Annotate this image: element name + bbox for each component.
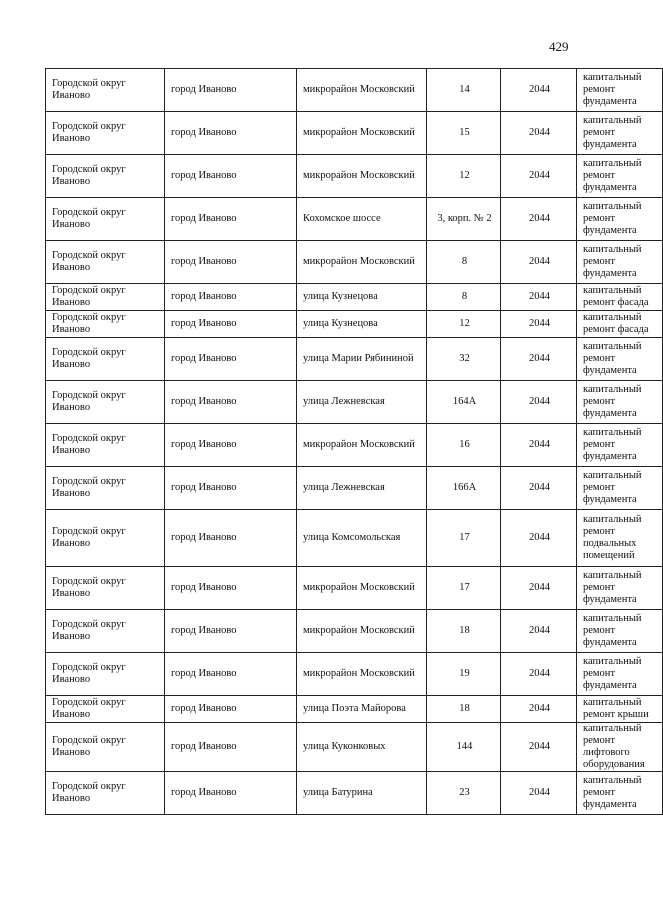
street-cell: улица Марии Рябининой bbox=[297, 338, 427, 381]
street-cell: Кохомское шоссе bbox=[297, 198, 427, 241]
city-cell: город Иваново bbox=[165, 112, 297, 155]
city-cell: город Иваново bbox=[165, 284, 297, 311]
street-cell: микрорайон Московский bbox=[297, 69, 427, 112]
district-cell: Городской округ Иваново bbox=[46, 338, 165, 381]
street-cell: микрорайон Московский bbox=[297, 424, 427, 467]
city-cell: город Иваново bbox=[165, 467, 297, 510]
house-number-cell: 18 bbox=[427, 610, 501, 653]
house-number-cell: 17 bbox=[427, 567, 501, 610]
year-cell: 2044 bbox=[501, 284, 577, 311]
work-type-cell: капитальный ремонт фундамента bbox=[577, 772, 663, 815]
work-type-cell: капитальный ремонт фундамента bbox=[577, 424, 663, 467]
street-cell: улица Кузнецова bbox=[297, 284, 427, 311]
house-number-cell: 17 bbox=[427, 510, 501, 567]
table-row bbox=[46, 723, 663, 772]
street-cell: улица Лежневская bbox=[297, 381, 427, 424]
table-row bbox=[46, 112, 663, 155]
work-type-cell: капитальный ремонт подвальных помещений bbox=[577, 510, 663, 567]
house-number-cell: 15 bbox=[427, 112, 501, 155]
house-number-cell: 3, корп. № 2 bbox=[427, 198, 501, 241]
table-row bbox=[46, 381, 663, 424]
work-type-cell: капитальный ремонт фундамента bbox=[577, 155, 663, 198]
house-number-cell: 16 bbox=[427, 424, 501, 467]
year-cell: 2044 bbox=[501, 69, 577, 112]
city-cell: город Иваново bbox=[165, 610, 297, 653]
table-row bbox=[46, 284, 663, 311]
city-cell: город Иваново bbox=[165, 567, 297, 610]
house-number-cell: 12 bbox=[427, 155, 501, 198]
district-cell: Городской округ Иваново bbox=[46, 381, 165, 424]
street-cell: улица Кузнецова bbox=[297, 311, 427, 338]
table-row bbox=[46, 424, 663, 467]
year-cell: 2044 bbox=[501, 723, 577, 772]
year-cell: 2044 bbox=[501, 567, 577, 610]
year-cell: 2044 bbox=[501, 198, 577, 241]
work-type-cell: капитальный ремонт фундамента bbox=[577, 338, 663, 381]
table-row bbox=[46, 772, 663, 815]
year-cell: 2044 bbox=[501, 241, 577, 284]
street-cell: микрорайон Московский bbox=[297, 653, 427, 696]
district-cell: Городской округ Иваново bbox=[46, 696, 165, 723]
work-type-cell: капитальный ремонт фундамента bbox=[577, 381, 663, 424]
work-type-cell: капитальный ремонт лифтового оборудования bbox=[577, 723, 663, 772]
year-cell: 2044 bbox=[501, 696, 577, 723]
year-cell: 2044 bbox=[501, 510, 577, 567]
table-row bbox=[46, 69, 663, 112]
city-cell: город Иваново bbox=[165, 772, 297, 815]
table-row bbox=[46, 696, 663, 723]
street-cell: улица Комсомольская bbox=[297, 510, 427, 567]
house-number-cell: 8 bbox=[427, 241, 501, 284]
city-cell: город Иваново bbox=[165, 381, 297, 424]
table-row bbox=[46, 311, 663, 338]
table-row bbox=[46, 155, 663, 198]
city-cell: город Иваново bbox=[165, 155, 297, 198]
work-type-cell: капитальный ремонт фундамента bbox=[577, 241, 663, 284]
work-type-cell: капитальный ремонт крыши bbox=[577, 696, 663, 723]
work-type-cell: капитальный ремонт фундамента bbox=[577, 467, 663, 510]
city-cell: город Иваново bbox=[165, 424, 297, 467]
city-cell: город Иваново bbox=[165, 69, 297, 112]
table-row bbox=[46, 510, 663, 567]
table-row bbox=[46, 653, 663, 696]
page-number: 429 bbox=[549, 39, 569, 54]
house-number-cell: 144 bbox=[427, 723, 501, 772]
street-cell: микрорайон Московский bbox=[297, 610, 427, 653]
district-cell: Городской округ Иваново bbox=[46, 510, 165, 567]
year-cell: 2044 bbox=[501, 311, 577, 338]
work-type-cell: капитальный ремонт фундамента bbox=[577, 69, 663, 112]
city-cell: город Иваново bbox=[165, 653, 297, 696]
work-type-cell: капитальный ремонт фундамента bbox=[577, 610, 663, 653]
city-cell: город Иваново bbox=[165, 311, 297, 338]
street-cell: микрорайон Московский bbox=[297, 567, 427, 610]
year-cell: 2044 bbox=[501, 381, 577, 424]
district-cell: Городской округ Иваново bbox=[46, 155, 165, 198]
district-cell: Городской округ Иваново bbox=[46, 653, 165, 696]
district-cell: Городской округ Иваново bbox=[46, 284, 165, 311]
house-number-cell: 164А bbox=[427, 381, 501, 424]
table-row bbox=[46, 241, 663, 284]
district-cell: Городской округ Иваново bbox=[46, 69, 165, 112]
year-cell: 2044 bbox=[501, 610, 577, 653]
city-cell: город Иваново bbox=[165, 198, 297, 241]
house-number-cell: 12 bbox=[427, 311, 501, 338]
table-row bbox=[46, 467, 663, 510]
street-cell: микрорайон Московский bbox=[297, 241, 427, 284]
street-cell: улица Лежневская bbox=[297, 467, 427, 510]
work-type-cell: капитальный ремонт фундамента bbox=[577, 567, 663, 610]
year-cell: 2044 bbox=[501, 112, 577, 155]
year-cell: 2044 bbox=[501, 772, 577, 815]
table-body bbox=[46, 69, 663, 815]
district-cell: Городской округ Иваново bbox=[46, 311, 165, 338]
district-cell: Городской округ Иваново bbox=[46, 467, 165, 510]
city-cell: город Иваново bbox=[165, 338, 297, 381]
table-row bbox=[46, 338, 663, 381]
house-number-cell: 8 bbox=[427, 284, 501, 311]
district-cell: Городской округ Иваново bbox=[46, 723, 165, 772]
work-type-cell: капитальный ремонт фундамента bbox=[577, 653, 663, 696]
year-cell: 2044 bbox=[501, 424, 577, 467]
street-cell: улица Батурина bbox=[297, 772, 427, 815]
city-cell: город Иваново bbox=[165, 241, 297, 284]
street-cell: микрорайон Московский bbox=[297, 112, 427, 155]
year-cell: 2044 bbox=[501, 155, 577, 198]
house-number-cell: 166А bbox=[427, 467, 501, 510]
year-cell: 2044 bbox=[501, 653, 577, 696]
work-type-cell: капитальный ремонт фундамента bbox=[577, 112, 663, 155]
district-cell: Городской округ Иваново bbox=[46, 424, 165, 467]
street-cell: улица Поэта Майорова bbox=[297, 696, 427, 723]
city-cell: город Иваново bbox=[165, 723, 297, 772]
work-type-cell: капитальный ремонт фасада bbox=[577, 311, 663, 338]
house-number-cell: 19 bbox=[427, 653, 501, 696]
table-row bbox=[46, 610, 663, 653]
city-cell: город Иваново bbox=[165, 510, 297, 567]
house-number-cell: 18 bbox=[427, 696, 501, 723]
repair-schedule-table bbox=[45, 68, 663, 815]
house-number-cell: 14 bbox=[427, 69, 501, 112]
street-cell: микрорайон Московский bbox=[297, 155, 427, 198]
house-number-cell: 32 bbox=[427, 338, 501, 381]
city-cell: город Иваново bbox=[165, 696, 297, 723]
district-cell: Городской округ Иваново bbox=[46, 567, 165, 610]
year-cell: 2044 bbox=[501, 467, 577, 510]
district-cell: Городской округ Иваново bbox=[46, 772, 165, 815]
district-cell: Городской округ Иваново bbox=[46, 198, 165, 241]
district-cell: Городской округ Иваново bbox=[46, 610, 165, 653]
table-row bbox=[46, 567, 663, 610]
work-type-cell: капитальный ремонт фундамента bbox=[577, 198, 663, 241]
work-type-cell: капитальный ремонт фасада bbox=[577, 284, 663, 311]
table-row bbox=[46, 198, 663, 241]
district-cell: Городской округ Иваново bbox=[46, 241, 165, 284]
house-number-cell: 23 bbox=[427, 772, 501, 815]
year-cell: 2044 bbox=[501, 338, 577, 381]
district-cell: Городской округ Иваново bbox=[46, 112, 165, 155]
street-cell: улица Куконковых bbox=[297, 723, 427, 772]
